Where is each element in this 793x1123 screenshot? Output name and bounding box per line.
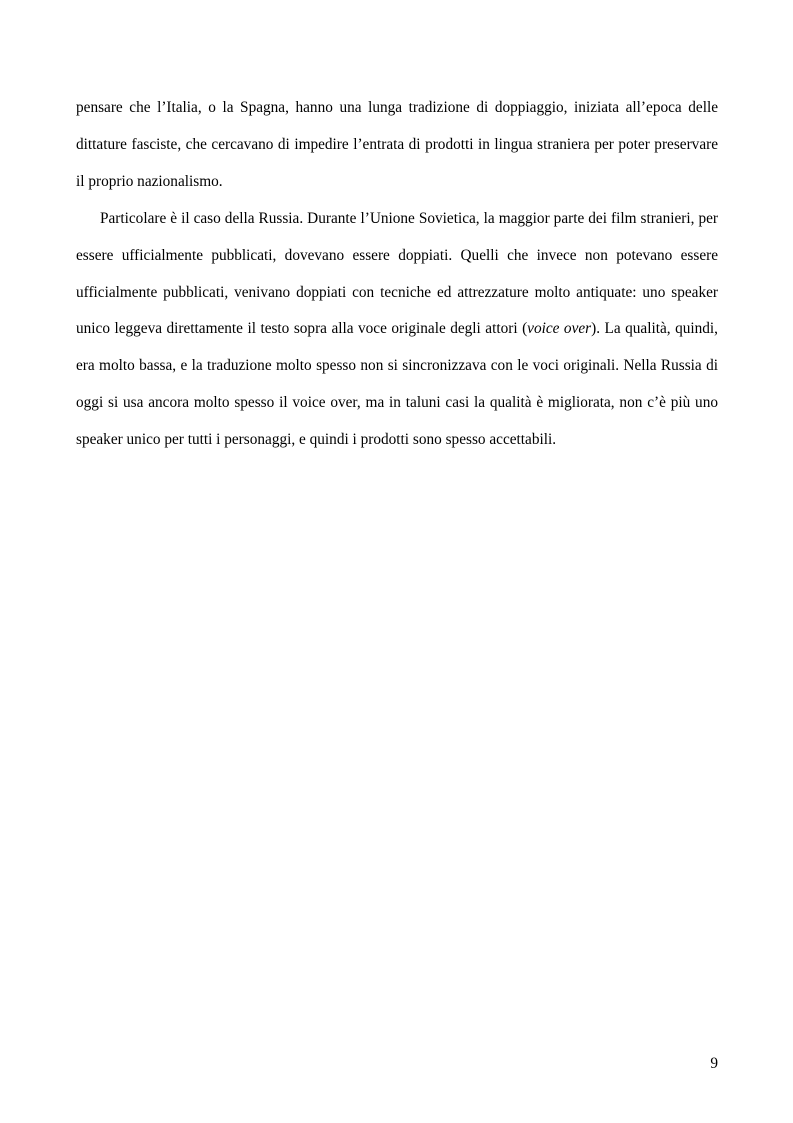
paragraph-2-text-start: Particolare è il caso della Russia. Durante l’Unione Sovietica, la maggior parte dei film stranieri, per essere ufficialmente pubblicati, dovevano essere doppiati. Quelli che invece non potevano essere ufficialmente pubblicati, venivano doppiati con tecniche ed attrezzature molto antiquate: uno speaker unico leggeva direttamente il testo sopra alla voce originale degli attori (	[76, 209, 718, 338]
body-text	[76, 90, 718, 459]
page-number: 9	[710, 1055, 718, 1072]
paragraph-1-text: pensare che l’Italia, o la Spagna, hanno una lunga tradizione di doppiaggio, iniziata all’epoca delle dittature fasciste, che cercavano di impedire l’entrata di prodotti in lingua straniera per poter preservare il proprio nazionalismo.	[76, 99, 718, 190]
paragraph-2	[76, 201, 718, 459]
paragraph-1	[76, 90, 718, 201]
voice-over-term: voice over	[527, 320, 592, 338]
paragraph-2-text-end: ). La qualità, quindi, era molto bassa, e la traduzione molto spesso non si sincronizzava con le voci originali. Nella Russia di oggi si usa ancora molto spesso il voice over, ma in taluni casi la qualità è migliorata, non c’è più uno speaker unico per tutti i personaggi, e quindi i prodotti sono spesso accettabili.	[76, 320, 718, 449]
